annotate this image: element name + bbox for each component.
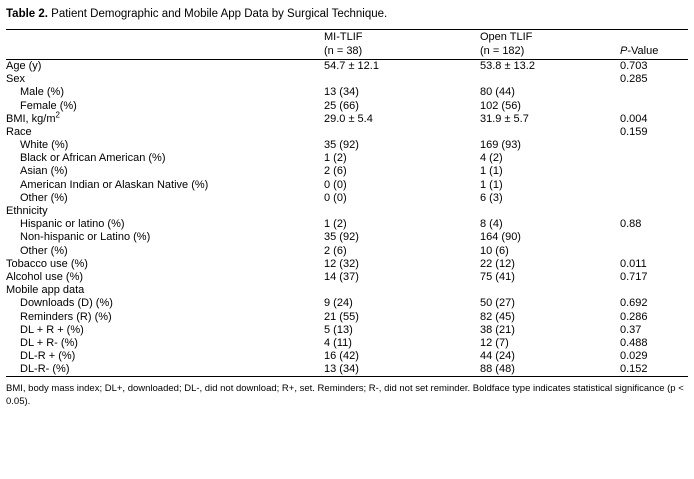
header-open-tlif bbox=[480, 29, 620, 59]
table-row bbox=[6, 350, 688, 363]
cell-open-tlif: 102 (56) bbox=[480, 99, 521, 112]
row-label: Other (%) bbox=[20, 244, 68, 257]
row-label: Ethnicity bbox=[6, 205, 48, 218]
cell-p-value: 0.159 bbox=[620, 125, 648, 138]
cell-open-tlif: 88 (48) bbox=[480, 363, 515, 376]
header-p-italic: P bbox=[620, 45, 628, 58]
cell-mi-tlif: 54.7 ± 12.1 bbox=[324, 59, 379, 72]
cell-p-value: 0.285 bbox=[620, 73, 648, 86]
cell-open-tlif bbox=[480, 284, 620, 297]
cell-open-tlif: 10 (6) bbox=[480, 244, 509, 257]
cell-mi-tlif bbox=[324, 205, 480, 218]
cell-mi-tlif bbox=[324, 284, 480, 297]
cell-p-value bbox=[620, 86, 688, 99]
cell-mi-tlif: 21 (55) bbox=[324, 310, 359, 323]
row-label: Mobile app data bbox=[6, 284, 85, 297]
cell-mi-tlif: 12 (32) bbox=[324, 257, 359, 270]
cell-mi-tlif: 2 (6) bbox=[324, 244, 347, 257]
row-label: Non-hispanic or Latino (%) bbox=[20, 231, 151, 244]
cell-p-value bbox=[620, 284, 688, 297]
cell-p-value: 0.004 bbox=[620, 112, 648, 125]
table-row bbox=[6, 311, 688, 324]
cell-p-value: 0.286 bbox=[620, 310, 648, 323]
cell-mi-tlif: 0 (0) bbox=[324, 178, 347, 191]
row-label: Hispanic or latino (%) bbox=[20, 218, 125, 231]
row-label: Male (%) bbox=[20, 86, 65, 99]
row-label: Age (y) bbox=[6, 59, 42, 72]
table-row bbox=[6, 231, 688, 244]
row-label: BMI, $kg/m^2$ bbox=[6, 110, 60, 125]
cell-p-value: 0.88 bbox=[620, 218, 642, 231]
cell-mi-tlif: 9 (24) bbox=[324, 297, 353, 310]
caption-number: Table 2. bbox=[6, 8, 48, 20]
table-row bbox=[6, 337, 688, 350]
cell-p-value: 0.152 bbox=[620, 363, 648, 376]
table-row bbox=[6, 73, 688, 86]
row-label: American Indian or Alaskan Native (%) bbox=[20, 178, 209, 191]
cell-mi-tlif bbox=[324, 73, 480, 86]
cell-mi-tlif: 0 (0) bbox=[324, 191, 347, 204]
cell-open-tlif bbox=[480, 205, 620, 218]
table-row bbox=[6, 258, 688, 271]
cell-open-tlif: 50 (27) bbox=[480, 297, 515, 310]
table-row bbox=[6, 245, 688, 258]
header-mi-tlif-title: MI-TLIF bbox=[324, 30, 363, 43]
cell-p-value: 0.717 bbox=[620, 270, 648, 283]
row-label: Black or African American (%) bbox=[20, 152, 166, 165]
row-label: DL-R + (%) bbox=[20, 350, 76, 363]
cell-p-value: 0.488 bbox=[620, 336, 648, 349]
row-label: Reminders (R) (%) bbox=[20, 310, 112, 323]
cell-p-value bbox=[620, 139, 688, 152]
cell-open-tlif: 169 (93) bbox=[480, 139, 521, 152]
row-label: DL + R- (%) bbox=[20, 336, 78, 349]
cell-mi-tlif: 35 (92) bbox=[324, 231, 359, 244]
cell-open-tlif: 1 (1) bbox=[480, 165, 503, 178]
table-row bbox=[6, 86, 688, 99]
row-label: Alcohol use (%) bbox=[6, 270, 84, 283]
table-footnote: BMI, body mass index; DL+, downloaded; DL-, did not download; R+, set. Reminders; R-, did not set reminder. Boldface type indicates statistical significance (p < 0.05). bbox=[6, 383, 684, 407]
cell-open-tlif: 82 (45) bbox=[480, 310, 515, 323]
table-row bbox=[6, 165, 688, 178]
cell-mi-tlif: 1 (2) bbox=[324, 218, 347, 231]
cell-p-value bbox=[620, 192, 688, 205]
cell-p-value bbox=[620, 205, 688, 218]
cell-p-value: 0.37 bbox=[620, 323, 642, 336]
demographics-table bbox=[6, 29, 688, 378]
cell-mi-tlif: 13 (34) bbox=[324, 363, 359, 376]
table-row bbox=[6, 192, 688, 205]
cell-open-tlif: 44 (24) bbox=[480, 350, 515, 363]
table-row bbox=[6, 218, 688, 231]
caption-text: Patient Demographic and Mobile App Data by Surgical Technique. bbox=[47, 8, 388, 20]
cell-p-value bbox=[620, 231, 688, 244]
header-mi-tlif-n: (n = 38) bbox=[324, 45, 363, 58]
cell-mi-tlif: 4 (11) bbox=[324, 336, 352, 349]
cell-open-tlif: 1 (1) bbox=[480, 178, 503, 191]
header-mi-tlif bbox=[324, 29, 480, 59]
table-row bbox=[6, 152, 688, 165]
table-header bbox=[6, 29, 688, 59]
cell-open-tlif: 164 (90) bbox=[480, 231, 521, 244]
cell-p-value: 0.692 bbox=[620, 297, 648, 310]
table-row bbox=[6, 113, 688, 126]
cell-mi-tlif bbox=[324, 126, 480, 139]
table-row bbox=[6, 271, 688, 284]
row-label: Downloads (D) (%) bbox=[20, 297, 113, 310]
cell-mi-tlif: 2 (6) bbox=[324, 165, 347, 178]
table-row bbox=[6, 363, 688, 377]
cell-mi-tlif: 29.0 ± 5.4 bbox=[324, 112, 373, 125]
cell-p-value bbox=[620, 100, 688, 113]
cell-open-tlif: 80 (44) bbox=[480, 86, 515, 99]
table-row bbox=[6, 139, 688, 152]
header-label-cell bbox=[6, 29, 324, 59]
cell-mi-tlif: 13 (34) bbox=[324, 86, 359, 99]
table-row bbox=[6, 126, 688, 139]
cell-mi-tlif: 35 (92) bbox=[324, 139, 359, 152]
cell-mi-tlif: 16 (42) bbox=[324, 350, 359, 363]
cell-open-tlif: 53.8 ± 13.2 bbox=[480, 59, 535, 72]
cell-mi-tlif: 1 (2) bbox=[324, 152, 347, 165]
table-row bbox=[6, 179, 688, 192]
table-row bbox=[6, 297, 688, 310]
row-label: Tobacco use (%) bbox=[6, 257, 88, 270]
cell-open-tlif: 8 (4) bbox=[480, 218, 503, 231]
cell-p-value bbox=[620, 165, 688, 178]
cell-p-value bbox=[620, 245, 688, 258]
cell-open-tlif: 6 (3) bbox=[480, 191, 503, 204]
cell-open-tlif: 75 (41) bbox=[480, 270, 515, 283]
row-label: White (%) bbox=[20, 139, 69, 152]
header-row bbox=[6, 29, 688, 59]
row-label: Other (%) bbox=[20, 191, 68, 204]
header-open-tlif-title: Open TLIF bbox=[480, 30, 533, 43]
cell-p-value: 0.011 bbox=[620, 257, 647, 270]
cell-mi-tlif: 14 (37) bbox=[324, 270, 359, 283]
cell-open-tlif bbox=[480, 126, 620, 139]
cell-open-tlif: 22 (12) bbox=[480, 257, 515, 270]
row-label: DL-R- (%) bbox=[20, 363, 70, 376]
superscript: 2 bbox=[55, 110, 60, 120]
cell-p-value bbox=[620, 152, 688, 165]
table-row bbox=[6, 100, 688, 113]
row-label: Sex bbox=[6, 73, 25, 86]
cell-open-tlif: 31.9 ± 5.7 bbox=[480, 112, 529, 125]
cell-p-value bbox=[620, 179, 688, 192]
header-p-value bbox=[620, 29, 688, 59]
table-row bbox=[6, 284, 688, 297]
row-label: DL + R + (%) bbox=[20, 323, 84, 336]
cell-p-value: 0.029 bbox=[620, 350, 648, 363]
table-row bbox=[6, 205, 688, 218]
cell-open-tlif: 38 (21) bbox=[480, 323, 515, 336]
row-label: Race bbox=[6, 125, 32, 138]
cell-open-tlif: 4 (2) bbox=[480, 152, 503, 165]
header-open-tlif-n: (n = 182) bbox=[480, 45, 525, 58]
table-row bbox=[6, 59, 688, 73]
table-caption bbox=[6, 0, 688, 29]
row-label: Asian (%) bbox=[20, 165, 68, 178]
table-body bbox=[6, 59, 688, 377]
table-row bbox=[6, 324, 688, 337]
cell-open-tlif: 12 (7) bbox=[480, 336, 509, 349]
cell-mi-tlif: 5 (13) bbox=[324, 323, 353, 336]
row-label: Female (%) bbox=[20, 99, 77, 112]
cell-p-value: 0.703 bbox=[620, 59, 648, 72]
cell-open-tlif bbox=[480, 73, 620, 86]
cell-mi-tlif: 25 (66) bbox=[324, 99, 359, 112]
header-p-rest: -Value bbox=[627, 45, 659, 58]
